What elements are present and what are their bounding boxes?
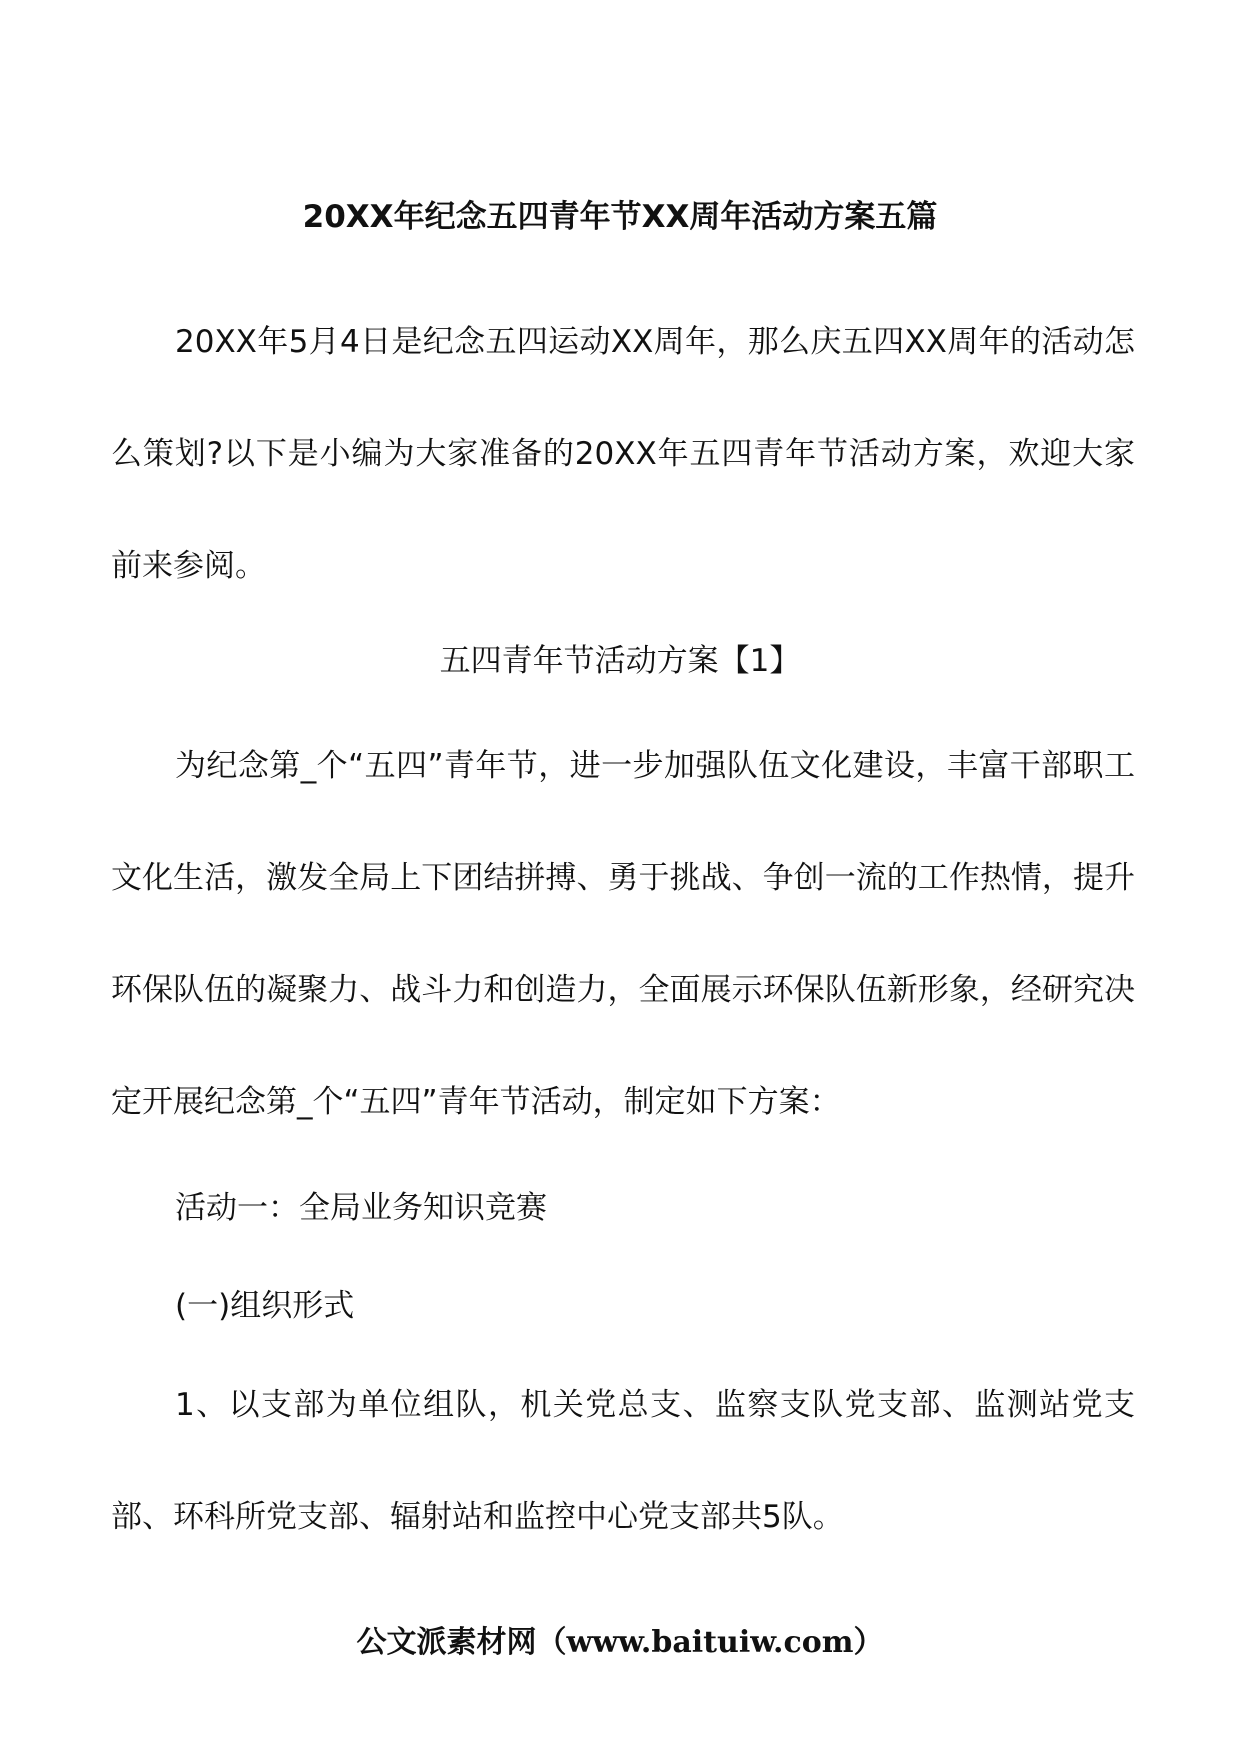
item-1-paragraph: 1、以支部为单位组队，机关党总支、监察支队党支部、监测站党支部、环科所党支部、辐射站和监控中心党支部共5队。 xyxy=(111,1387,1135,1535)
activity-heading: 活动一：全局业务知识竞赛 xyxy=(175,1190,547,1226)
body-paragraph: 为纪念第_个“五四”青年节，进一步加强队伍文化建设，丰富干部职工文化生活，激发全局上下团结拼搏、勇于挑战、争创一流的工作热情，提升环保队伍的凝聚力、战斗力和创造力，全面展示环保队伍新形象，经研究决定开展纪念第_个“五四”青年节活动，制定如下方案： xyxy=(111,748,1135,1120)
form-heading: (一)组织形式 xyxy=(175,1288,355,1324)
section-heading: 五四青年节活动方案【1】 xyxy=(439,643,801,679)
footer-source: 公文派素材网（www.baituiw.com） xyxy=(356,1625,884,1660)
document-title: 20XX年纪念五四青年节XX周年活动方案五篇 xyxy=(302,199,938,235)
intro-paragraph: 20XX年5月4日是纪念五四运动XX周年，那么庆五四XX周年的活动怎么策划?以下是小编为大家准备的20XX年五四青年节活动方案，欢迎大家前来参阅。 xyxy=(111,324,1135,584)
